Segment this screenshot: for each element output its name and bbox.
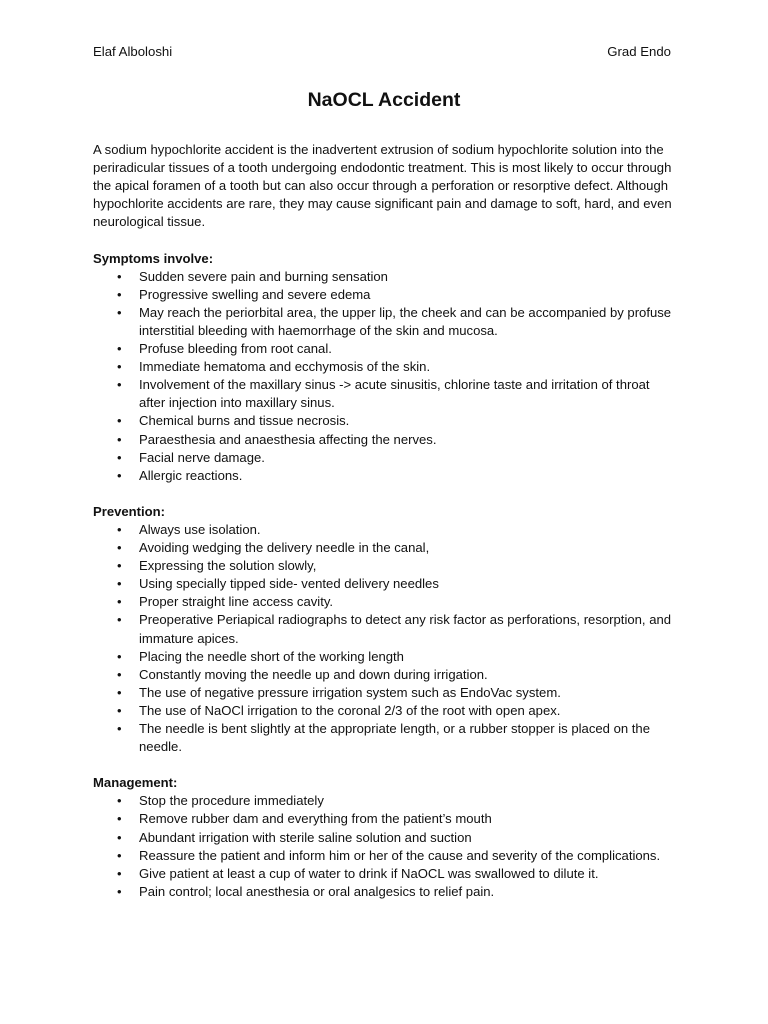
list-item-text: Abundant irrigation with sterile saline solution and suction xyxy=(139,829,472,845)
list-item-text: Expressing the solution slowly, xyxy=(139,558,317,574)
list-item-text: Progressive swelling and severe edema xyxy=(139,286,371,302)
list-item-text: Avoiding wedging the delivery needle in the canal, xyxy=(139,540,430,556)
bullet-icon: • xyxy=(117,847,122,863)
list-item-text: Involvement of the maxillary sinus -> acute sinusitis, chlorine taste and irritation of throat after injection into maxillary sinus. xyxy=(139,377,650,411)
bullet-icon: • xyxy=(117,540,122,556)
list-item-text: Pain control; local anesthesia or oral analgesics to relief pain. xyxy=(139,883,495,899)
list-item-text: Profuse bleeding from root canal. xyxy=(139,341,332,357)
bullet-icon: • xyxy=(117,702,122,718)
list-item xyxy=(93,829,678,847)
list-item-text: The use of NaOCl irrigation to the coronal 2/3 of the root with open apex. xyxy=(139,702,561,718)
bullet-icon: • xyxy=(117,883,122,899)
prevention-list xyxy=(93,521,678,756)
bullet-icon: • xyxy=(117,865,122,881)
list-item xyxy=(93,792,678,810)
list-item-text: Paraesthesia and anaesthesia affecting the nerves. xyxy=(139,431,437,447)
bullet-icon: • xyxy=(117,359,122,375)
bullet-icon: • xyxy=(117,431,122,447)
bullet-icon: • xyxy=(117,521,122,537)
list-item-text: Proper straight line access cavity. xyxy=(139,594,334,610)
bullet-icon: • xyxy=(117,811,122,827)
bullet-icon: • xyxy=(117,413,122,429)
list-item xyxy=(93,611,678,647)
prevention-heading: Prevention: xyxy=(93,503,166,519)
management-heading: Management: xyxy=(93,775,178,791)
list-item-text: Preoperative Periapical radiographs to detect any risk factor as perforations, resorption, and immature apices. xyxy=(139,612,672,646)
list-item xyxy=(93,376,678,412)
list-item xyxy=(93,286,678,304)
bullet-icon: • xyxy=(117,467,122,483)
list-item xyxy=(93,304,678,340)
list-item-text: Immediate hematoma and ecchymosis of the skin. xyxy=(139,359,431,375)
list-item xyxy=(93,521,678,539)
list-item xyxy=(93,684,678,702)
list-item xyxy=(93,593,678,611)
list-item xyxy=(93,720,678,756)
management-list xyxy=(93,792,678,901)
bullet-icon: • xyxy=(117,666,122,682)
list-item xyxy=(93,883,678,901)
list-item-text: Chemical burns and tissue necrosis. xyxy=(139,413,350,429)
list-item xyxy=(93,666,678,684)
list-item xyxy=(93,467,678,485)
list-item-text: The use of negative pressure irrigation system such as EndoVac system. xyxy=(139,684,561,700)
bullet-icon: • xyxy=(117,304,122,320)
list-item-text: Remove rubber dam and everything from the patient’s mouth xyxy=(139,811,492,827)
header-author: Elaf Alboloshi xyxy=(93,44,173,59)
list-item-text: The needle is bent slightly at the appropriate length, or a rubber stopper is placed on the needle. xyxy=(139,721,650,755)
bullet-icon: • xyxy=(117,268,122,284)
header-course: Grad Endo xyxy=(607,44,671,59)
list-item-text: Sudden severe pain and burning sensation xyxy=(139,268,388,284)
page-title: NaOCL Accident xyxy=(307,89,461,111)
list-item-text: May reach the periorbital area, the upper lip, the cheek and can be accompanied by profuse interstitial bleeding with haemorrhage of the skin and mucosa. xyxy=(139,304,672,338)
list-item-text: Give patient at least a cup of water to drink if NaOCL was swallowed to dilute it. xyxy=(139,865,599,881)
list-item xyxy=(93,810,678,828)
list-item xyxy=(93,865,678,883)
list-item-text: Placing the needle short of the working length xyxy=(139,648,404,664)
bullet-icon: • xyxy=(117,684,122,700)
list-item-text: Facial nerve damage. xyxy=(139,449,265,465)
list-item xyxy=(93,702,678,720)
bullet-icon: • xyxy=(117,558,122,574)
bullet-icon: • xyxy=(117,793,122,809)
bullet-icon: • xyxy=(117,449,122,465)
bullet-icon: • xyxy=(117,648,122,664)
list-item xyxy=(93,539,678,557)
bullet-icon: • xyxy=(117,612,122,628)
list-item-text: Always use isolation. xyxy=(139,521,261,537)
intro-paragraph: A sodium hypochlorite accident is the inadvertent extrusion of sodium hypochlorite solution into the periradicular tissues of a tooth undergoing endodontic treatment. This is most likely to occur through the apical foramen of a tooth but can also occur through a perforation or resorptive defect. Although hypochlorite accidents are rare, they may cause significant pain and damage to soft, hard, and even neurological tissue. xyxy=(93,142,672,230)
bullet-icon: • xyxy=(117,594,122,610)
list-item xyxy=(93,648,678,666)
list-item xyxy=(93,412,678,430)
bullet-icon: • xyxy=(117,721,122,736)
bullet-icon: • xyxy=(117,829,122,845)
list-item xyxy=(93,575,678,593)
list-item-text: Allergic reactions. xyxy=(139,467,243,483)
list-item xyxy=(93,268,678,286)
bullet-icon: • xyxy=(117,341,122,357)
list-item-text: Constantly moving the needle up and down during irrigation. xyxy=(139,666,488,682)
document-body xyxy=(93,141,678,901)
list-item xyxy=(93,358,678,376)
list-item xyxy=(93,847,678,865)
list-item-text: Reassure the patient and inform him or her of the cause and severity of the complications. xyxy=(139,847,661,863)
list-item xyxy=(93,340,678,358)
symptoms-list xyxy=(93,268,678,485)
list-item xyxy=(93,431,678,449)
symptoms-heading: Symptoms involve: xyxy=(93,250,214,266)
list-item-text: Stop the procedure immediately xyxy=(139,793,324,809)
list-item xyxy=(93,449,678,467)
bullet-icon: • xyxy=(117,286,122,302)
bullet-icon: • xyxy=(117,576,122,592)
list-item-text: Using specially tipped side- vented delivery needles xyxy=(139,576,439,592)
list-item xyxy=(93,557,678,575)
bullet-icon: • xyxy=(117,377,122,393)
